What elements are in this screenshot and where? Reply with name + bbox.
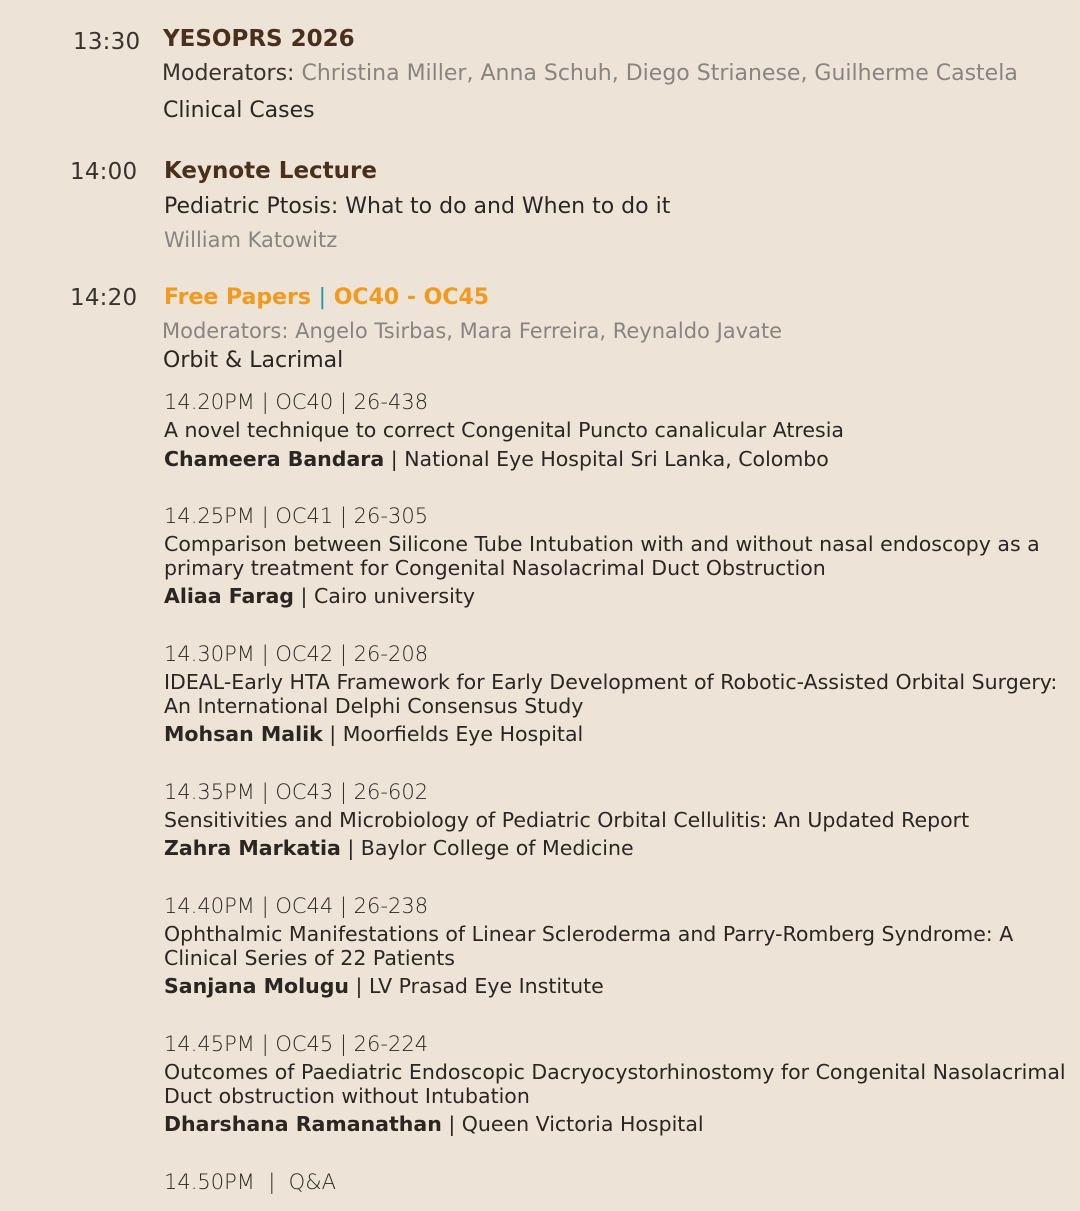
session-title	[164, 285, 489, 310]
lecture-title: Pediatric Ptosis: What to do and When to do it	[164, 194, 671, 219]
author-name: Dharshana Ramanathan	[164, 1112, 442, 1136]
moderators-names: Christina Miller, Anna Schuh, Diego Strianese, Guilherme Castela	[301, 61, 1018, 86]
author-name: Zahra Markatia	[164, 836, 341, 860]
paper-code: 14.35PM | OC43 | 26-602	[164, 780, 429, 804]
qa-line: 14.50PM | Q&A	[164, 1170, 336, 1194]
paper-title: IDEAL-Early HTA Framework for Early Development of Robotic-Assisted Orbital Surgery: An International Delphi Consensus Study	[164, 670, 1058, 718]
paper-title: Outcomes of Paediatric Endoscopic Dacryocystorhinostomy for Congenital Nasolacrimal Duct obstruction without Intubation	[164, 1060, 1066, 1108]
session-title: YESOPRS 2026	[163, 26, 355, 52]
paper-author-line	[164, 584, 475, 608]
session-moderators	[162, 61, 1018, 86]
title-separator: |	[318, 285, 327, 310]
session-title-codes: OC40 - OC45	[333, 285, 490, 310]
author-affiliation: | Cairo university	[300, 584, 475, 608]
paper-code: 14.40PM | OC44 | 26-238	[164, 894, 429, 918]
paper-author-line	[164, 722, 583, 746]
session-subtitle: Clinical Cases	[163, 98, 315, 123]
author-name: Chameera Bandara	[164, 447, 385, 471]
session-time: 13:30	[73, 29, 141, 55]
session-title: Keynote Lecture	[164, 158, 377, 184]
session-moderators: Moderators: Angelo Tsirbas, Mara Ferreira, Reynaldo Javate	[162, 319, 783, 343]
author-name: Mohsan Malik	[164, 722, 323, 746]
paper-author-line	[164, 447, 829, 471]
author-name: Aliaa Farag	[164, 584, 294, 608]
author-affiliation: | Queen Victoria Hospital	[448, 1112, 704, 1136]
author-affiliation: | National Eye Hospital Sri Lanka, Colombo	[390, 447, 829, 471]
paper-code: 14.25PM | OC41 | 26-305	[164, 504, 429, 528]
lecture-speaker: William Katowitz	[164, 228, 338, 252]
author-affiliation: | Baylor College of Medicine	[347, 836, 634, 860]
paper-author-line	[164, 974, 604, 998]
paper-title: Sensitivities and Microbiology of Pediatric Orbital Cellulitis: An Updated Report	[164, 808, 970, 832]
paper-code: 14.30PM | OC42 | 26-208	[164, 642, 429, 666]
paper-title: Ophthalmic Manifestations of Linear Scleroderma and Parry-Romberg Syndrome: A Clinical Series of 22 Patients	[164, 922, 1014, 970]
moderators-label: Moderators:	[162, 61, 295, 86]
session-title-main: Free Papers	[164, 285, 311, 310]
author-affiliation: | Moorfields Eye Hospital	[329, 722, 584, 746]
paper-author-line	[164, 1112, 704, 1136]
paper-title: Comparison between Silicone Tube Intubation with and without nasal endoscopy as a primary treatment for Congenital Nasolacrimal Duct Obstruction	[164, 532, 1040, 580]
paper-code: 14.45PM | OC45 | 26-224	[164, 1032, 429, 1056]
author-name: Sanjana Molugu	[164, 974, 349, 998]
author-affiliation: | LV Prasad Eye Institute	[355, 974, 604, 998]
paper-title: A novel technique to correct Congenital Puncto canalicular Atresia	[164, 418, 844, 442]
paper-author-line	[164, 836, 634, 860]
paper-code: 14.20PM | OC40 | 26-438	[164, 390, 429, 414]
session-subtitle: Orbit & Lacrimal	[163, 348, 344, 373]
session-time: 14:00	[70, 159, 138, 185]
session-time: 14:20	[70, 285, 138, 311]
